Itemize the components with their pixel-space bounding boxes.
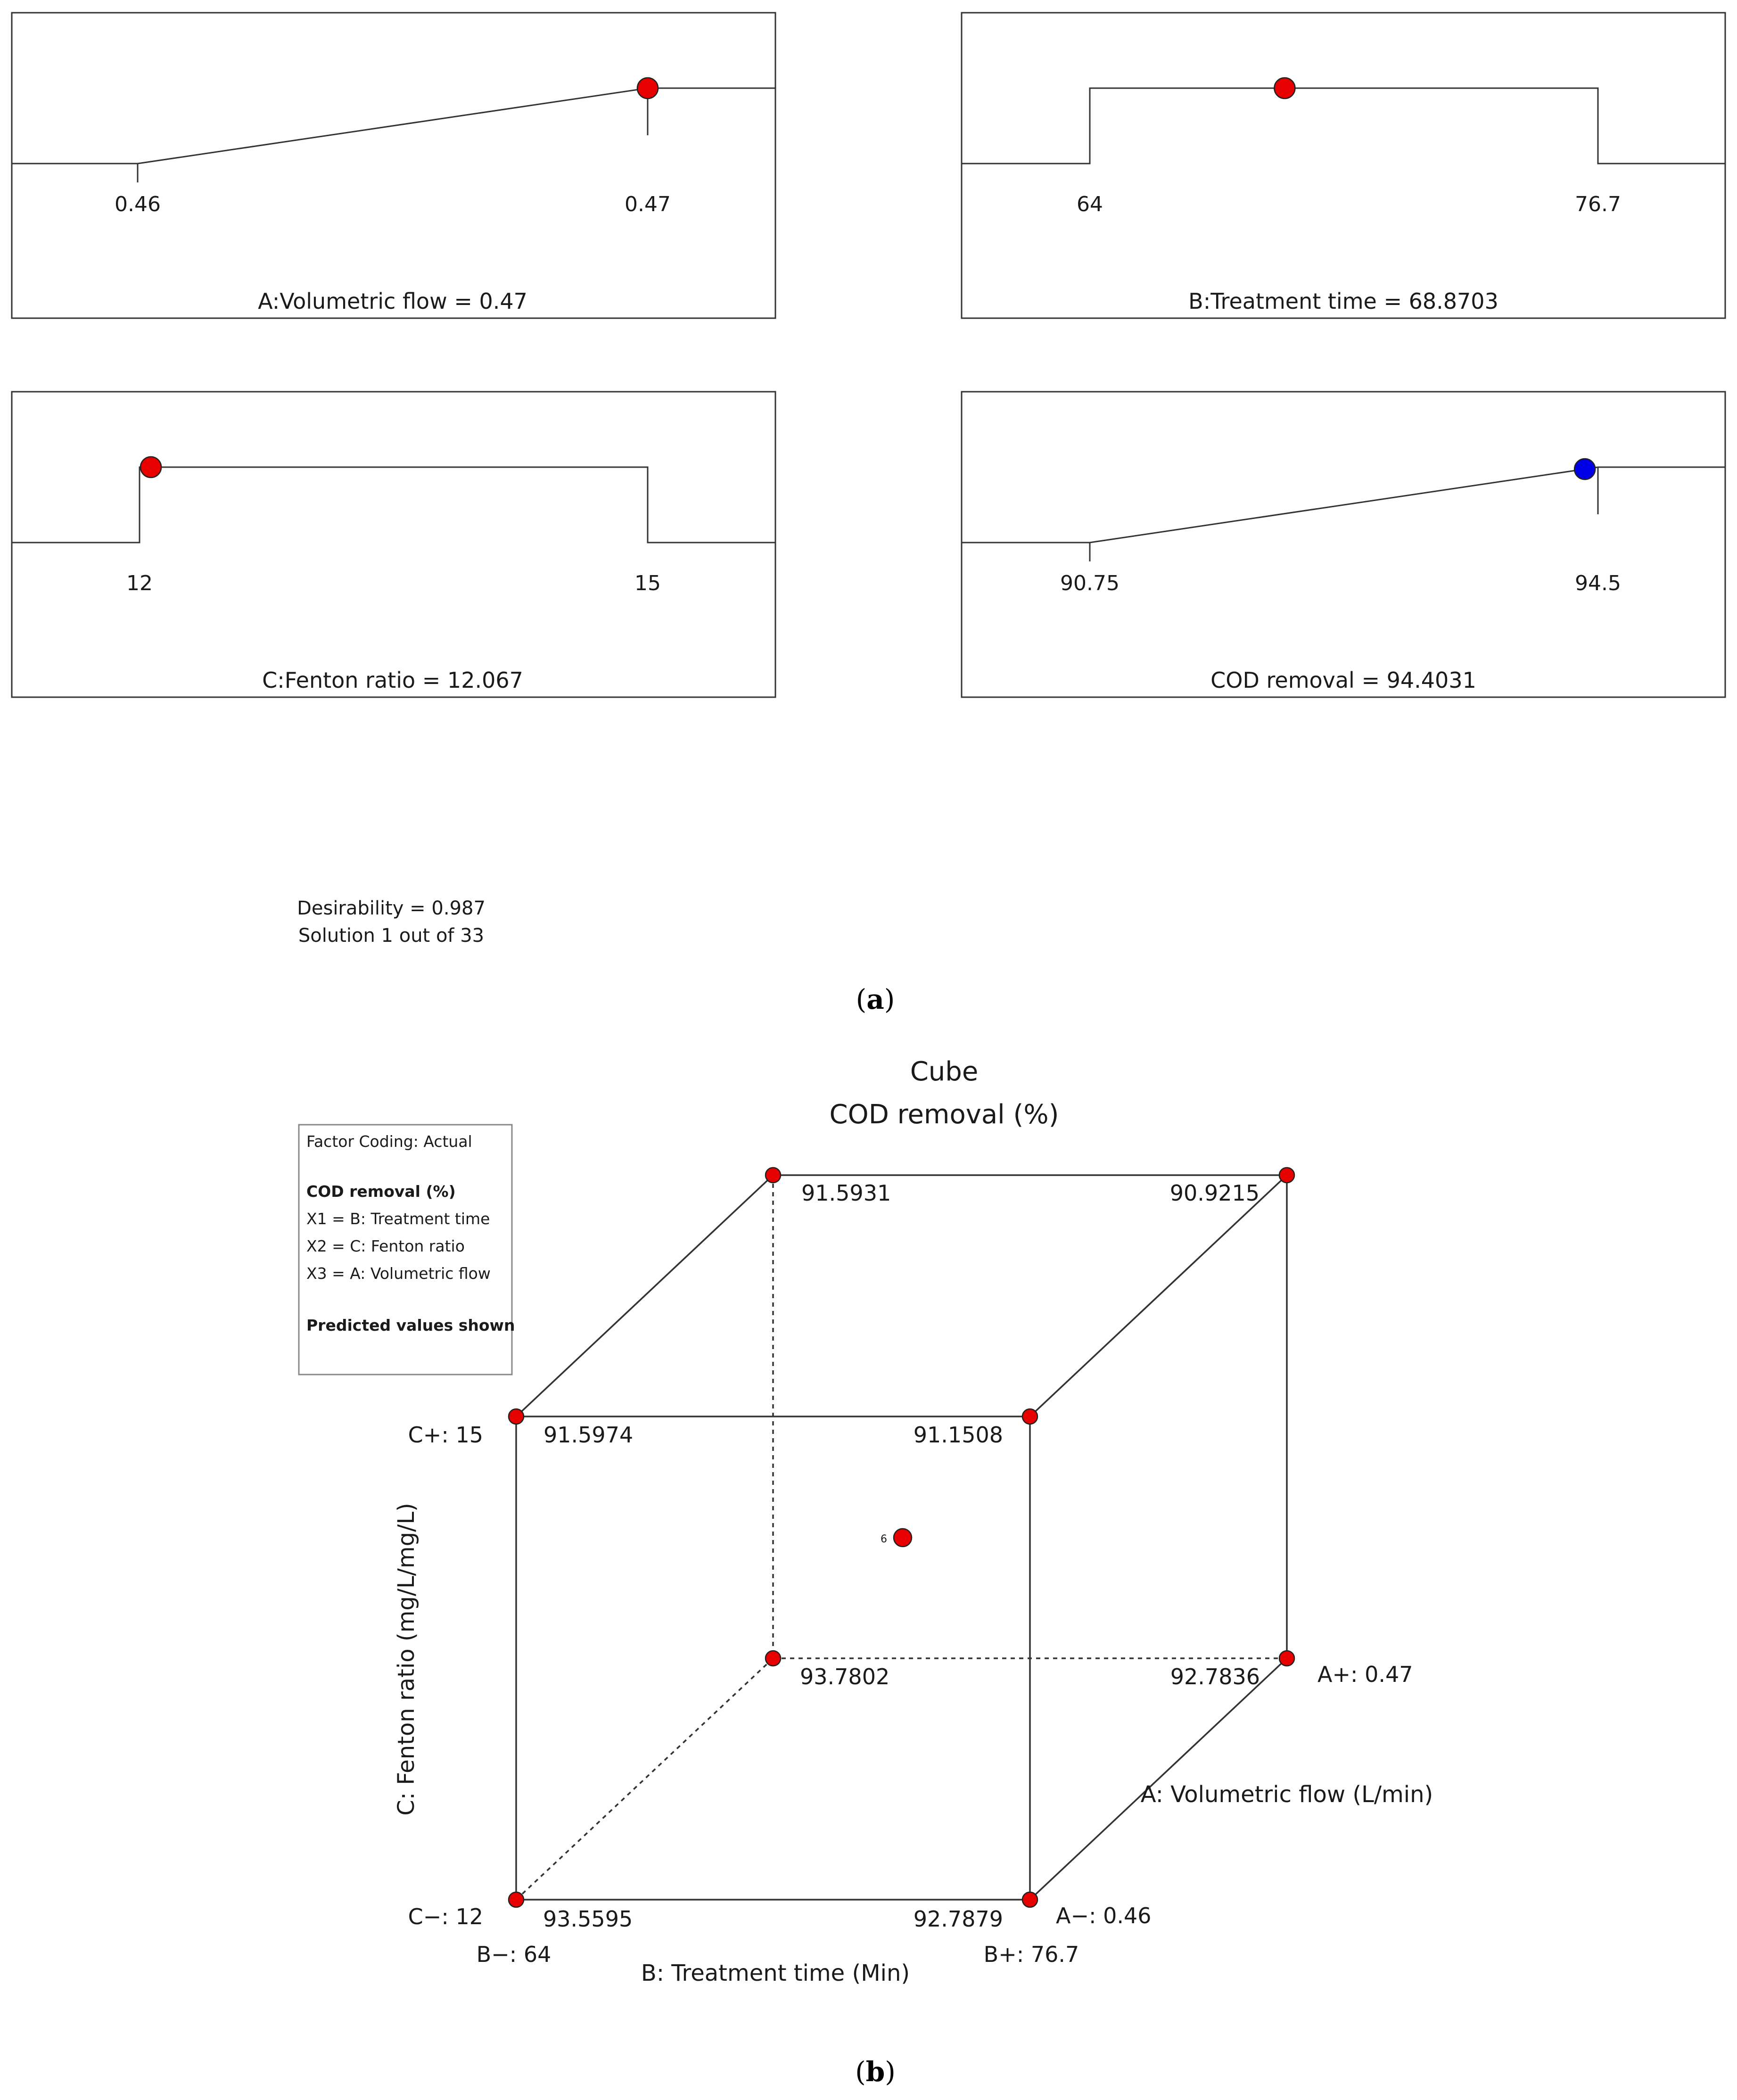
cube-vertex xyxy=(766,1168,781,1183)
ramp-low-label: 12 xyxy=(126,571,153,595)
ramp-frame xyxy=(962,13,1725,318)
legend-coding: Factor Coding: Actual xyxy=(306,1132,472,1151)
ramp-curve xyxy=(962,467,1725,543)
ramp-dot xyxy=(637,78,658,99)
ramp-frame xyxy=(12,13,775,318)
ramp-low-label: 90.75 xyxy=(1060,571,1120,595)
corner-value: 91.5974 xyxy=(543,1422,634,1448)
level-b-plus: B+: 76.7 xyxy=(983,1942,1079,1967)
legend-x2: X2 = C: Fenton ratio xyxy=(306,1237,465,1255)
corner-value: 92.7836 xyxy=(1170,1664,1260,1689)
ramp-frame xyxy=(12,392,775,697)
ramp-low-label: 64 xyxy=(1077,192,1103,216)
ramp-high-label: 76.7 xyxy=(1575,192,1621,216)
corner-value: 91.5931 xyxy=(801,1180,891,1206)
cube-legend xyxy=(299,1125,515,1375)
legend-x1: X1 = B: Treatment time xyxy=(306,1210,490,1228)
cube-edge xyxy=(516,1175,773,1416)
cube-subtitle: COD removal (%) xyxy=(829,1099,1059,1130)
y-axis-label: C: Fenton ratio (mg/L/mg/L) xyxy=(393,1503,420,1816)
level-b-minus: B−: 64 xyxy=(476,1942,552,1967)
cube-values xyxy=(543,1180,1260,1932)
ramp-panel-d xyxy=(962,392,1725,697)
ramp-high-label: 15 xyxy=(634,571,661,595)
cube-edge xyxy=(1030,1658,1287,1900)
level-a-plus: A+: 0.47 xyxy=(1317,1662,1413,1687)
cube-vertex xyxy=(1279,1168,1294,1183)
ramp-title: C:Fenton ratio = 12.067 xyxy=(262,667,523,693)
level-a-minus: A−: 0.46 xyxy=(1056,1903,1152,1928)
corner-value: 93.7802 xyxy=(800,1664,890,1689)
legend-response: COD removal (%) xyxy=(306,1182,456,1201)
cube-vertex xyxy=(509,1892,524,1907)
z-axis-label: A: Volumetric flow (L/min) xyxy=(1140,1781,1433,1808)
center-point-count: 6 xyxy=(881,1533,887,1545)
desirability-text: Desirability = 0.987 xyxy=(297,898,486,919)
ramp-high-label: 94.5 xyxy=(1575,571,1621,595)
center-point xyxy=(894,1529,912,1547)
ramp-dot xyxy=(1274,78,1295,99)
corner-value: 93.5595 xyxy=(543,1906,633,1932)
caption-b: (b) xyxy=(855,2056,896,2088)
cube-edge xyxy=(1030,1175,1287,1416)
ramp-panel-a xyxy=(12,13,775,318)
ramp-title: B:Treatment time = 68.8703 xyxy=(1188,288,1498,314)
level-c-plus: C+: 15 xyxy=(408,1422,483,1448)
cube-title: Cube xyxy=(910,1056,979,1087)
legend-x3: X3 = A: Volumetric flow xyxy=(306,1264,491,1283)
ramp-panel-c xyxy=(12,392,775,697)
cube-vertex xyxy=(1022,1892,1037,1907)
ramp-dot xyxy=(140,457,161,478)
cube-vertex xyxy=(1279,1651,1294,1666)
ramp-title: COD removal = 94.4031 xyxy=(1210,667,1476,693)
ramp-curve xyxy=(962,88,1725,164)
legend-note: Predicted values shown xyxy=(306,1316,515,1334)
cube-vertex xyxy=(766,1651,781,1666)
cube-vertex xyxy=(509,1409,524,1424)
corner-value: 92.7879 xyxy=(913,1906,1003,1932)
ramp-dot xyxy=(1574,459,1595,479)
ramp-title: A:Volumetric flow = 0.47 xyxy=(258,288,527,314)
ramp-curve xyxy=(12,467,775,543)
cube-vertex xyxy=(1022,1409,1037,1424)
solution-text: Solution 1 out of 33 xyxy=(298,925,485,947)
cube-hidden-edge xyxy=(516,1658,773,1900)
ramp-low-label: 0.46 xyxy=(115,192,161,216)
ramp-frame xyxy=(962,392,1725,697)
x-axis-label: B: Treatment time (Min) xyxy=(641,1960,910,1986)
level-c-minus: C−: 12 xyxy=(408,1904,483,1929)
caption-a: (a) xyxy=(856,983,895,1015)
ramp-high-label: 0.47 xyxy=(625,192,671,216)
corner-value: 90.9215 xyxy=(1169,1180,1260,1206)
ramp-curve xyxy=(12,88,775,164)
corner-value: 91.1508 xyxy=(913,1422,1003,1448)
cube-level-labels xyxy=(408,1422,1413,1967)
ramp-panel-b xyxy=(962,13,1725,318)
